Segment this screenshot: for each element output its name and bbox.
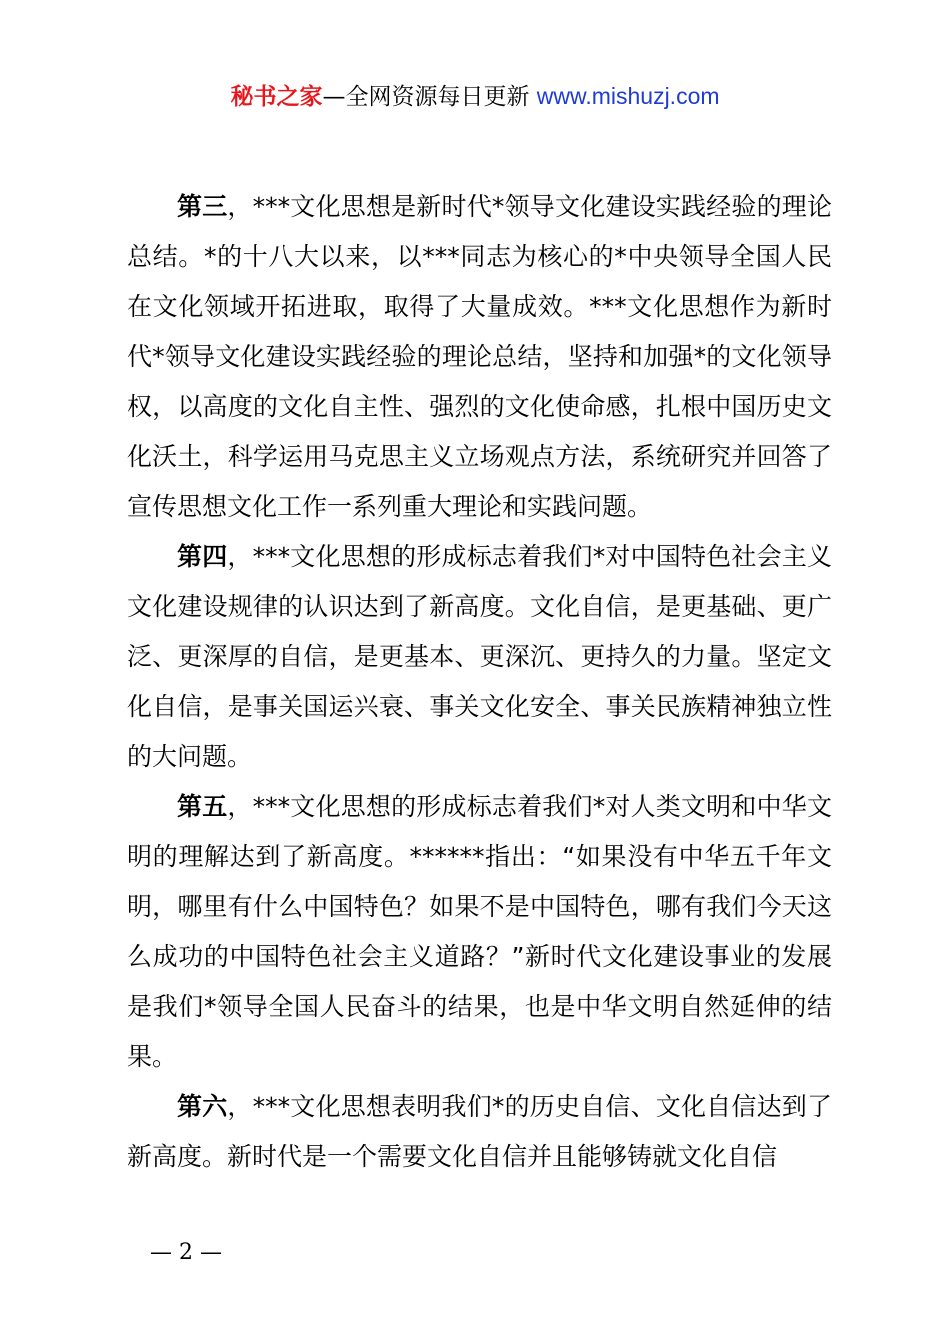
site-tagline: —全网资源每日更新	[322, 84, 537, 110]
site-brand-name: 秘书之家	[230, 84, 323, 110]
site-header-banner	[0, 80, 950, 113]
paragraph-lead: 第五	[177, 792, 228, 821]
paragraph-lead: 第三	[177, 192, 228, 221]
paragraph-lead: 第六	[177, 1092, 228, 1121]
paragraph-sixth	[127, 1082, 832, 1182]
paragraph-text: ，***文化思想的形成标志着我们*对人类文明和中华文明的理解达到了新高度。******指出：“如果没有中华五千年文明，哪里有什么中国特色？如果不是中国特色，哪有我们今天这么成功的中国特色社会主义道路？”新时代文化建设事业的发展是我们*领导全国人民奋斗的结果，也是中华文明自然延伸的结果。	[127, 792, 832, 1071]
paragraph-text: ，***文化思想是新时代*领导文化建设实践经验的理论总结。*的十八大以来，以***同志为核心的*中央领导全国人民在文化领域开拓进取，取得了大量成效。***文化思想作为新时代*领导文化建设实践经验的理论总结，坚持和加强*的文化领导权，以高度的文化自主性、强烈的文化使命感，扎根中国历史文化沃土，科学运用马克思主义立场观点方法，系统研究并回答了宣传思想文化工作一系列重大理论和实践问题。	[127, 192, 832, 521]
paragraph-text: ，***文化思想的形成标志着我们*对中国特色社会主义文化建设规律的认识达到了新高度。文化自信，是更基础、更广泛、更深厚的自信，是更基本、更深沉、更持久的力量。坚定文化自信，是事关国运兴衰、事关文化安全、事关民族精神独立性的大问题。	[127, 542, 832, 771]
paragraph-text: ，***文化思想表明我们*的历史自信、文化自信达到了新高度。新时代是一个需要文化自信并且能够铸就文化自信	[127, 1092, 832, 1171]
site-url-link[interactable]: www.mishuzj.com	[536, 83, 720, 109]
paragraph-fifth	[127, 782, 832, 1082]
paragraph-third	[127, 182, 832, 532]
paragraph-fourth	[127, 532, 832, 782]
page-number: — 2 —	[150, 1240, 222, 1265]
document-body	[127, 182, 832, 1182]
paragraph-lead: 第四	[177, 542, 228, 571]
